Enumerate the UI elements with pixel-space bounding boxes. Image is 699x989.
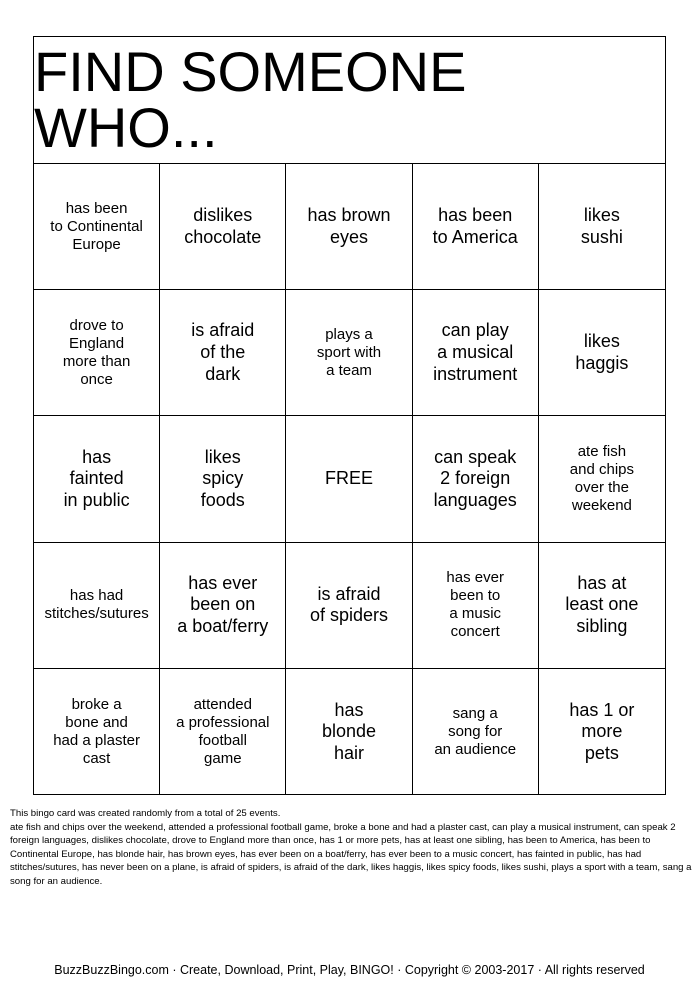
bingo-cell: ate fish and chips over the weekend xyxy=(539,416,665,542)
bingo-cell: broke a bone and had a plaster cast xyxy=(34,669,160,795)
bingo-cell: dislikes chocolate xyxy=(160,164,286,290)
bingo-cell: has been to America xyxy=(413,164,539,290)
bingo-grid xyxy=(34,164,665,795)
bingo-cell: likes sushi xyxy=(539,164,665,290)
bingo-cell: is afraid of the dark xyxy=(160,290,286,416)
bingo-cell: can play a musical instrument xyxy=(413,290,539,416)
bingo-cell: has been to Continental Europe xyxy=(34,164,160,290)
bingo-cell: plays a sport with a team xyxy=(286,290,412,416)
bingo-cell: has fainted in public xyxy=(34,416,160,542)
bingo-cell: has at least one sibling xyxy=(539,543,665,669)
bingo-cell: has 1 or more pets xyxy=(569,699,635,763)
bingo-cell: can speak 2 foreign languages xyxy=(413,416,539,542)
free-space-cell: FREE xyxy=(286,416,412,542)
card-title: FIND SOMEONE WHO... xyxy=(34,37,665,164)
bingo-cell: has ever been to a music concert xyxy=(413,543,539,669)
bingo-cell: has ever been on a boat/ferry xyxy=(160,543,286,669)
bingo-cell: likes spicy foods xyxy=(160,416,286,542)
bingo-card xyxy=(33,36,666,795)
card-description xyxy=(10,807,692,889)
bingo-cell: has blonde hair xyxy=(286,669,412,795)
bingo-cell: is afraid of spiders xyxy=(286,543,412,669)
bingo-cell: has had stitches/sutures xyxy=(34,543,160,669)
description-intro: This bingo card was created randomly from a total of 25 events. xyxy=(10,808,281,819)
bingo-cell: drove to England more than once xyxy=(34,290,160,416)
description-events: ate fish and chips over the weekend, attended a professional football game, broke a bone and had a plaster cast, can play a musical instrument, can speak 2 foreign languages, dislikes chocolate, drove to England more than once, has 1 or more pets, has at least one sibling, has been to America, has been to Continental Europe, has blonde hair, has brown eyes, has ever been on a boat/ferry, has ever been to a music concert, has fainted in public, has had stitches/sutures, has never been on a plane, is afraid of spiders, is afraid of the dark, likes haggis, likes spicy foods, likes sushi, plays a sport with a team, sang a song for an audience. xyxy=(10,821,692,888)
bingo-cell: sang a song for an audience xyxy=(413,669,539,795)
bingo-cell: attended a professional football game xyxy=(160,669,286,795)
bingo-cell: likes haggis xyxy=(539,290,665,416)
bingo-cell: has brown eyes xyxy=(286,164,412,290)
footer-copyright: BuzzBuzzBingo.com · Create, Download, Print, Play, BINGO! · Copyright © 2003-2017 · All rights reserved xyxy=(54,963,645,977)
